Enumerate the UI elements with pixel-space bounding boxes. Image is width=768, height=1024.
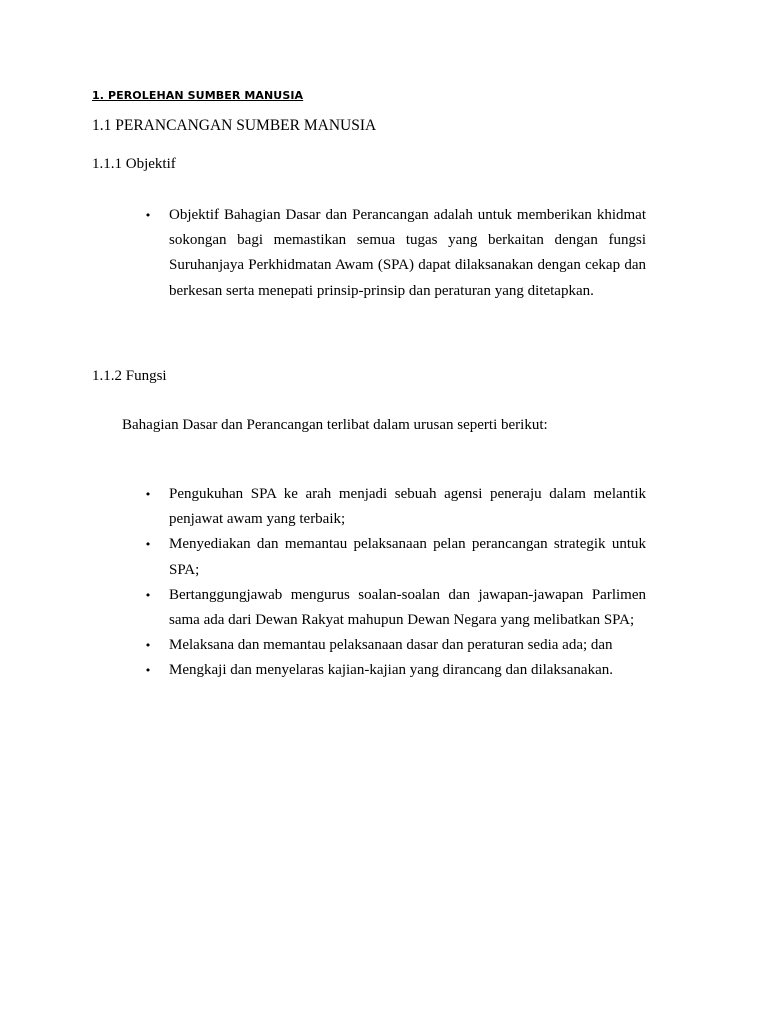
bullet-icon: •	[144, 639, 152, 653]
objektif-bullet-list	[142, 203, 646, 304]
list-item	[142, 583, 646, 633]
list-item-text: Mengkaji dan menyelaras kajian-kajian yang dirancang dan dilaksanakan.	[169, 662, 613, 679]
bullet-icon: •	[144, 209, 152, 222]
list-item-text: Pengukuhan SPA ke arah menjadi sebuah agensi peneraju dalam melantik penjawat awam yang terbaik;	[169, 486, 646, 528]
bullet-icon: •	[144, 488, 152, 501]
bullet-icon: •	[144, 538, 152, 552]
list-item	[142, 658, 646, 683]
fungsi-bullet-list	[142, 482, 646, 684]
list-item-text: Objektif Bahagian Dasar dan Perancangan adalah untuk memberikan khidmat sokongan bagi memastikan semua tugas yang berkaitan dengan fungsi Suruhanjaya Perkhidmatan Awam (SPA) dapat dilaksanakan dengan cekap dan berkesan serta menepati prinsip-prinsip dan peraturan yang ditetapkan.	[169, 207, 646, 299]
list-item-text: Melaksana dan memantau pelaksanaan dasar dan peraturan sedia ada; dan	[169, 637, 613, 654]
section-title-fungsi: 1.1.2 Fungsi	[92, 368, 167, 384]
fungsi-intro-text: Bahagian Dasar dan Perancangan terlibat dalam urusan seperti berikut:	[122, 417, 548, 433]
bullet-icon: •	[144, 588, 152, 602]
list-item-text: Menyediakan dan memantau pelaksanaan pelan perancangan strategik untuk SPA;	[169, 536, 646, 578]
section-title-objektif: 1.1.1 Objektif	[92, 156, 176, 172]
heading-level-1: 1. PEROLEHAN SUMBER MANUSIA	[92, 89, 304, 102]
list-item	[142, 633, 646, 658]
list-item-text: Bertanggungjawab mengurus soalan-soalan dan jawapan-jawapan Parlimen sama ada dari Dewan Rakyat mahupun Dewan Negara yang melibatkan SPA;	[169, 586, 646, 629]
bullet-icon: •	[144, 664, 152, 678]
list-item	[142, 203, 646, 304]
heading-level-2: 1.1 PERANCANGAN SUMBER MANUSIA	[92, 117, 377, 134]
list-item	[142, 532, 646, 582]
list-item	[142, 482, 646, 532]
